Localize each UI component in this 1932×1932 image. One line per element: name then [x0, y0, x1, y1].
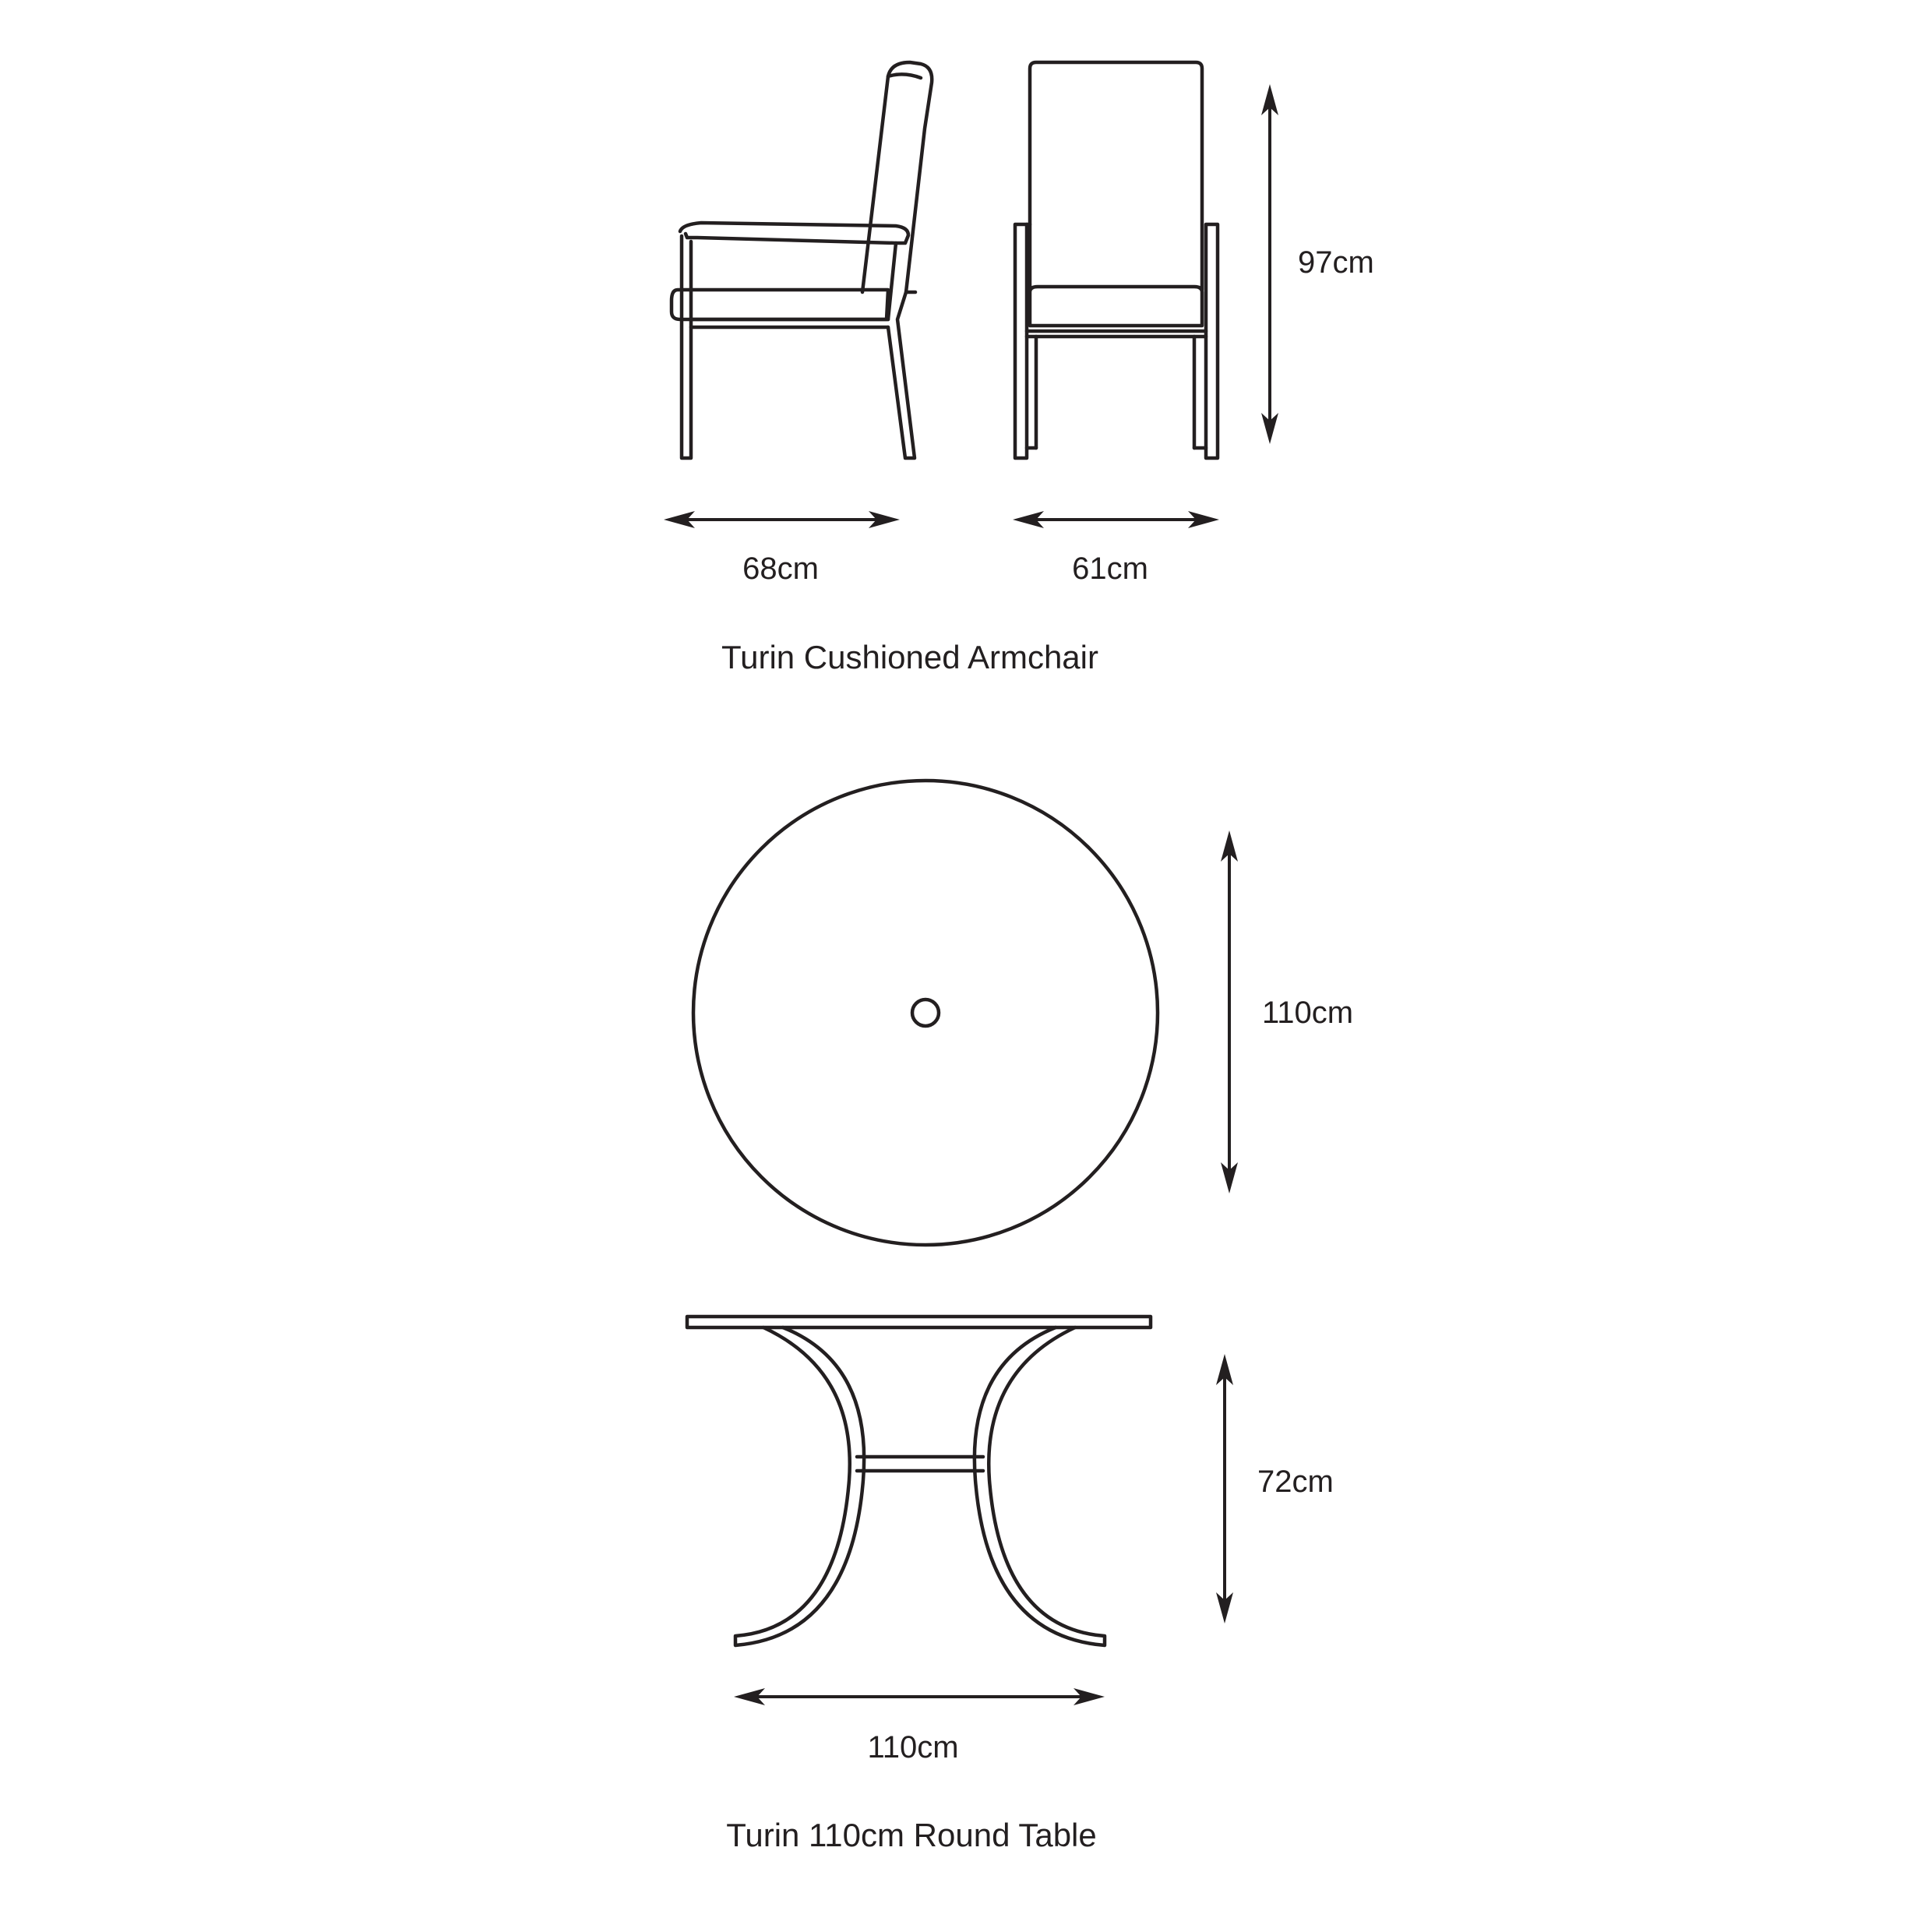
parasol-hole [912, 999, 939, 1026]
armchair-width-arrow [1013, 511, 1219, 528]
armchair-depth-arrow [664, 511, 900, 528]
table-side-view [687, 1317, 1151, 1645]
table-diameter-arrow [1221, 830, 1238, 1193]
armchair-side-view [672, 62, 932, 458]
table-height-label: 72cm [1257, 1465, 1334, 1499]
armchair-caption: Turin Cushioned Armchair [721, 639, 1098, 675]
table-width-label: 110cm [867, 1730, 959, 1765]
armchair-depth-label: 68cm [742, 552, 819, 586]
table-width-arrow [734, 1688, 1105, 1705]
armchair-height-label: 97cm [1298, 245, 1374, 280]
table-diameter-label: 110cm [1262, 996, 1354, 1030]
armchair-height-arrow [1261, 84, 1278, 444]
armchair-front-view [1015, 62, 1218, 458]
table-top-view [693, 781, 1158, 1245]
armchair-width-label: 61cm [1072, 552, 1148, 586]
table-height-arrow [1216, 1354, 1233, 1624]
table-caption: Turin 110cm Round Table [726, 1817, 1097, 1853]
